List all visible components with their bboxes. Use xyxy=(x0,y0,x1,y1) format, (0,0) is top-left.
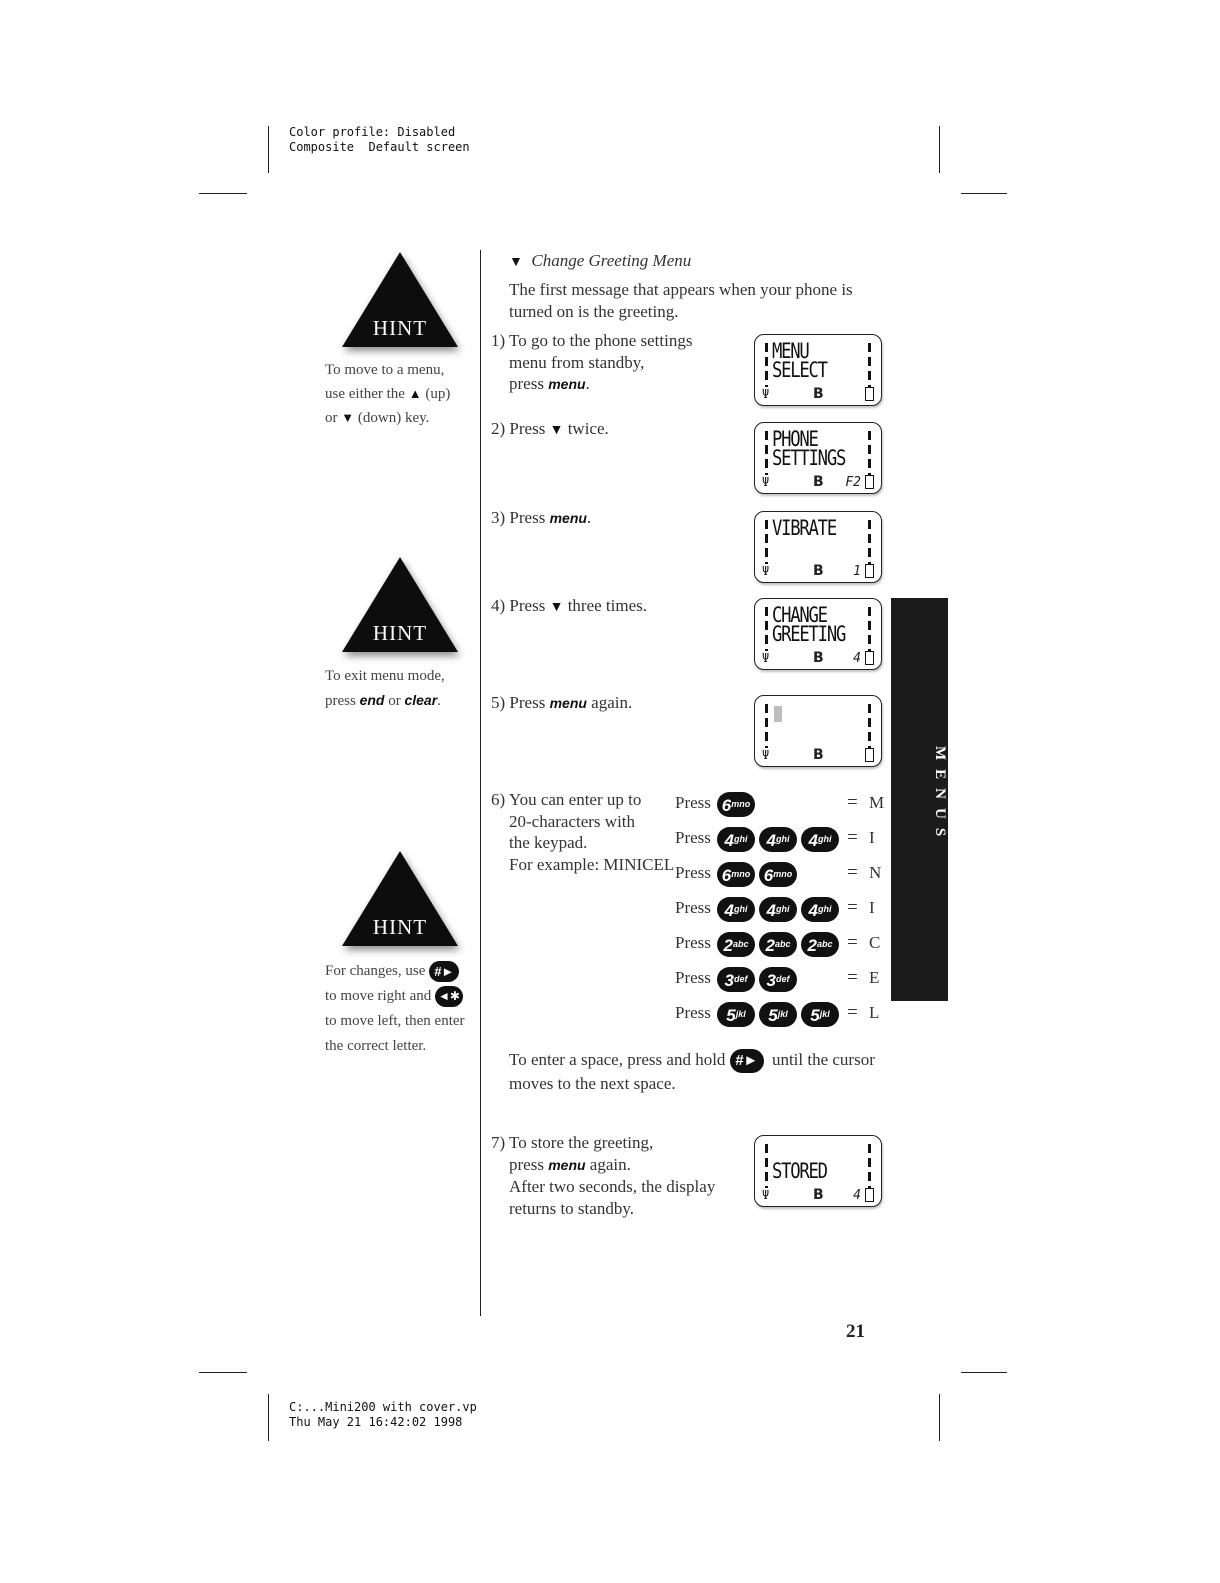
keypad-row xyxy=(675,862,882,892)
step-fragment: again. xyxy=(589,1154,631,1174)
key-letters: abc xyxy=(816,939,833,949)
key-letters: ghi xyxy=(733,834,748,844)
equals-sign: = xyxy=(847,967,858,988)
hint-fragment: or xyxy=(388,693,401,709)
keypad-key-4-icon xyxy=(801,897,839,922)
step-fragment: Press xyxy=(509,596,546,615)
display-number: F2 xyxy=(845,475,861,490)
key-digit: 6 xyxy=(721,866,732,885)
hint-text xyxy=(325,664,475,713)
menu-key-label: menu xyxy=(549,695,587,711)
key-digit: 4 xyxy=(808,831,818,850)
note-line: moves to the next space. xyxy=(509,1074,676,1094)
keypad-key-5-icon xyxy=(759,1002,797,1027)
crop-mark xyxy=(268,126,269,173)
battery-icon xyxy=(865,651,874,665)
keypad-key-4-icon xyxy=(717,897,755,922)
keypad-row xyxy=(675,967,880,997)
keypad-key-4-icon xyxy=(759,897,797,922)
step-number: 7) xyxy=(491,1133,506,1152)
key-digit: 2 xyxy=(765,936,775,955)
keypad-key-6-icon xyxy=(717,792,755,817)
keypad-key-5-icon xyxy=(801,1002,839,1027)
key-digit: 4 xyxy=(766,901,776,920)
step-line xyxy=(509,373,709,396)
hint-line xyxy=(325,688,475,713)
keypad-key-6-icon xyxy=(759,862,797,887)
hint-fragment: For changes, use xyxy=(325,963,426,979)
press-label: Press xyxy=(675,828,711,848)
step-fragment: Press xyxy=(509,508,546,527)
step-5 xyxy=(491,692,632,715)
step-line: After two seconds, the display xyxy=(509,1177,716,1196)
display-status: B xyxy=(813,386,824,402)
phone-display xyxy=(754,1135,882,1207)
step-3 xyxy=(491,507,591,530)
step-line: To go to the phone settings xyxy=(509,331,693,350)
key-digit: 5 xyxy=(810,1006,820,1025)
display-line-1: VIBRATE xyxy=(772,516,836,540)
menu-key-label: menu xyxy=(549,510,587,526)
section-side-tab xyxy=(891,598,948,1001)
display-line-1: MENU xyxy=(772,339,809,363)
step-1 xyxy=(491,330,693,393)
step-number: 6) xyxy=(491,790,506,809)
step-7 xyxy=(491,1132,716,1218)
hint-fragment: to move right and xyxy=(325,988,432,1004)
key-letters: ghi xyxy=(775,834,790,844)
step-number: 2) xyxy=(491,419,506,438)
column-divider xyxy=(480,250,481,1316)
step-line: returns to standby. xyxy=(509,1198,634,1218)
key-letters: mno xyxy=(773,869,793,879)
crop-mark xyxy=(939,126,940,173)
equals-sign: = xyxy=(847,792,858,813)
crop-mark xyxy=(199,193,247,194)
hint-line xyxy=(325,382,475,406)
note-fragment: until the cursor xyxy=(771,1050,875,1069)
down-triangle-icon: ▼ xyxy=(509,255,523,270)
hint-fragment: (up) xyxy=(425,386,451,402)
meta-line: C:...Mini200 with cover.vp xyxy=(289,1400,477,1414)
antenna-icon: Ψ xyxy=(762,564,770,578)
key-digit: 5 xyxy=(726,1006,736,1025)
key-letters: ghi xyxy=(817,904,832,914)
key-letters: ghi xyxy=(817,834,832,844)
step-fragment: twice. xyxy=(567,419,609,438)
hint-line: the correct letter. xyxy=(325,1038,427,1054)
keypad-row xyxy=(675,827,875,857)
equals-sign: = xyxy=(847,932,858,953)
step-number: 1) xyxy=(491,331,506,350)
step-fragment: Press xyxy=(509,419,546,438)
equals-sign: = xyxy=(847,862,858,883)
phone-display xyxy=(754,334,882,406)
keypad-key-4-icon xyxy=(717,827,755,852)
side-tab-label: MENUS xyxy=(932,746,948,846)
step-2 xyxy=(491,418,609,442)
hash-right-key-icon: #► xyxy=(429,961,459,982)
section-title: Change Greeting Menu xyxy=(531,251,692,270)
hint-label: HINT xyxy=(372,316,428,340)
key-digit: 6 xyxy=(763,866,774,885)
display-line-2: SETTINGS xyxy=(772,446,846,470)
press-label: Press xyxy=(675,968,711,988)
display-number: 4 xyxy=(853,651,861,666)
hint-label: HINT xyxy=(372,915,428,939)
display-line-1: CHANGE xyxy=(772,603,827,627)
hint-text xyxy=(325,358,475,430)
key-letters: def xyxy=(733,974,748,984)
keypad-row xyxy=(675,932,881,962)
hint-line xyxy=(325,959,480,984)
hint-line: To move to a menu, xyxy=(325,362,445,378)
press-label: Press xyxy=(675,898,711,918)
display-status: B xyxy=(813,650,824,666)
step-number: 3) xyxy=(491,508,506,527)
hint-label: HINT xyxy=(372,621,428,645)
display-line-2: STORED xyxy=(772,1159,827,1183)
meta-line: Color profile: Disabled xyxy=(289,125,456,139)
key-digit: 6 xyxy=(721,796,732,815)
key-digit: 4 xyxy=(724,831,734,850)
phone-display xyxy=(754,598,882,670)
keypad-key-2-icon xyxy=(801,932,839,957)
press-label: Press xyxy=(675,863,711,883)
step-4 xyxy=(491,595,647,619)
crop-mark xyxy=(961,1372,1007,1373)
hint-line: To exit menu mode, xyxy=(325,668,445,684)
hint-line xyxy=(325,984,480,1009)
text-cursor xyxy=(774,706,782,722)
step-line: the keypad. xyxy=(509,833,588,852)
keypad-key-3-icon xyxy=(759,967,797,992)
antenna-icon: Ψ xyxy=(762,748,770,762)
key-digit: 3 xyxy=(766,971,776,990)
step-fragment: again. xyxy=(591,693,633,712)
key-letters: def xyxy=(775,974,790,984)
antenna-icon: Ψ xyxy=(762,475,770,489)
display-line-2: SELECT xyxy=(772,358,827,382)
intro-text xyxy=(509,279,853,322)
key-digit: 2 xyxy=(807,936,817,955)
battery-icon xyxy=(865,748,874,762)
press-label: Press xyxy=(675,793,711,813)
press-label: Press xyxy=(675,1003,711,1023)
battery-icon xyxy=(865,1188,874,1202)
up-arrow-icon: ▲ xyxy=(408,386,422,401)
page-number: 21 xyxy=(846,1321,865,1342)
hint-line: to move left, then enter xyxy=(325,1013,465,1029)
step-line: menu from standby, xyxy=(509,352,645,372)
result-letter: E xyxy=(869,968,880,987)
key-digit: 4 xyxy=(766,831,776,850)
hint-fragment: . xyxy=(437,693,441,709)
crop-mark xyxy=(199,1372,247,1373)
antenna-icon: Ψ xyxy=(762,387,770,401)
hint-text xyxy=(325,959,480,1059)
battery-icon xyxy=(865,475,874,489)
note-fragment: To enter a space, press and hold xyxy=(509,1050,726,1069)
print-meta-footer xyxy=(289,1400,477,1430)
result-letter: N xyxy=(869,863,882,882)
section-heading xyxy=(509,250,691,274)
result-letter: M xyxy=(869,793,885,812)
press-label: Press xyxy=(675,933,711,953)
crop-mark xyxy=(961,193,1007,194)
key-letters: mno xyxy=(731,869,751,879)
keypad-key-3-icon xyxy=(717,967,755,992)
step-line: For example: MINICEL xyxy=(509,854,675,874)
phone-display xyxy=(754,511,882,583)
result-letter: C xyxy=(869,933,881,952)
display-number: 4 xyxy=(853,1188,861,1203)
display-line-1: PHONE xyxy=(772,427,818,451)
result-letter: I xyxy=(869,828,875,847)
star-left-key-icon: ◄✱ xyxy=(435,986,463,1007)
antenna-icon: Ψ xyxy=(762,651,770,665)
print-meta-header xyxy=(289,125,470,155)
step-fragment: Press xyxy=(509,693,546,712)
key-letters: abc xyxy=(732,939,749,949)
display-status: B xyxy=(813,563,824,579)
note-line xyxy=(509,1049,889,1073)
hint-fragment: (down) key. xyxy=(357,410,430,426)
display-status: B xyxy=(813,747,824,763)
keypad-key-2-icon xyxy=(717,932,755,957)
equals-sign: = xyxy=(847,827,858,848)
antenna-icon: Ψ xyxy=(762,1188,770,1202)
key-digit: 5 xyxy=(768,1006,778,1025)
step-line xyxy=(509,1154,729,1177)
phone-display xyxy=(754,695,882,767)
key-digit: 3 xyxy=(724,971,734,990)
result-letter: I xyxy=(869,898,875,917)
battery-icon xyxy=(865,564,874,578)
meta-line: Composite Default screen xyxy=(289,140,470,154)
keypad-row xyxy=(675,1002,880,1032)
step-number: 4) xyxy=(491,596,506,615)
keypad-row xyxy=(675,792,885,822)
intro-line: The first message that appears when your phone is xyxy=(509,280,853,299)
key-letters: mno xyxy=(731,799,751,809)
down-arrow-icon: ▼ xyxy=(549,600,564,615)
step-fragment: . xyxy=(585,374,590,393)
space-note xyxy=(509,1049,889,1095)
key-letters: jkl xyxy=(735,1009,746,1019)
down-arrow-icon: ▼ xyxy=(341,410,355,425)
battery-icon xyxy=(865,387,874,401)
step-fragment: press xyxy=(509,374,544,393)
keypad-row xyxy=(675,897,875,927)
display-status: B xyxy=(813,1187,824,1203)
step-line: You can enter up to xyxy=(509,790,642,809)
keypad-key-4-icon xyxy=(759,827,797,852)
keypad-key-4-icon xyxy=(801,827,839,852)
equals-sign: = xyxy=(847,1002,858,1023)
step-fragment: . xyxy=(586,508,592,527)
key-letters: jkl xyxy=(777,1009,788,1019)
display-line-2: GREETING xyxy=(772,622,846,646)
step-line: To store the greeting, xyxy=(509,1133,654,1152)
down-arrow-icon: ▼ xyxy=(549,423,564,438)
crop-mark xyxy=(268,1394,269,1441)
hint-fragment: use either the xyxy=(325,386,405,402)
phone-display xyxy=(754,422,882,494)
step-6 xyxy=(491,789,675,874)
key-digit: 4 xyxy=(724,901,734,920)
intro-line: turned on is the greeting. xyxy=(509,301,679,321)
hash-right-key-icon: #► xyxy=(730,1049,764,1073)
end-key-label: end xyxy=(359,692,385,708)
step-fragment: three times. xyxy=(567,596,647,615)
key-letters: ghi xyxy=(733,904,748,914)
keypad-key-5-icon xyxy=(717,1002,755,1027)
key-letters: ghi xyxy=(775,904,790,914)
hint-fragment: press xyxy=(325,693,356,709)
equals-sign: = xyxy=(847,897,858,918)
menu-key-label: menu xyxy=(548,1156,586,1173)
keypad-key-6-icon xyxy=(717,862,755,887)
display-number: 1 xyxy=(853,564,861,579)
key-letters: abc xyxy=(774,939,791,949)
hint-fragment: or xyxy=(325,410,338,426)
step-fragment: press xyxy=(509,1154,544,1174)
display-status: B xyxy=(813,474,824,490)
meta-line: Thu May 21 16:42:02 1998 xyxy=(289,1415,463,1429)
keypad-key-2-icon xyxy=(759,932,797,957)
hint-line xyxy=(325,406,475,430)
result-letter: L xyxy=(869,1003,880,1022)
clear-key-label: clear xyxy=(404,692,438,708)
menu-key-label: menu xyxy=(548,376,586,392)
step-number: 5) xyxy=(491,693,506,712)
key-digit: 4 xyxy=(808,901,818,920)
crop-mark xyxy=(939,1394,940,1441)
key-digit: 2 xyxy=(723,936,733,955)
step-line: 20-characters with xyxy=(509,811,636,831)
key-letters: jkl xyxy=(819,1009,830,1019)
